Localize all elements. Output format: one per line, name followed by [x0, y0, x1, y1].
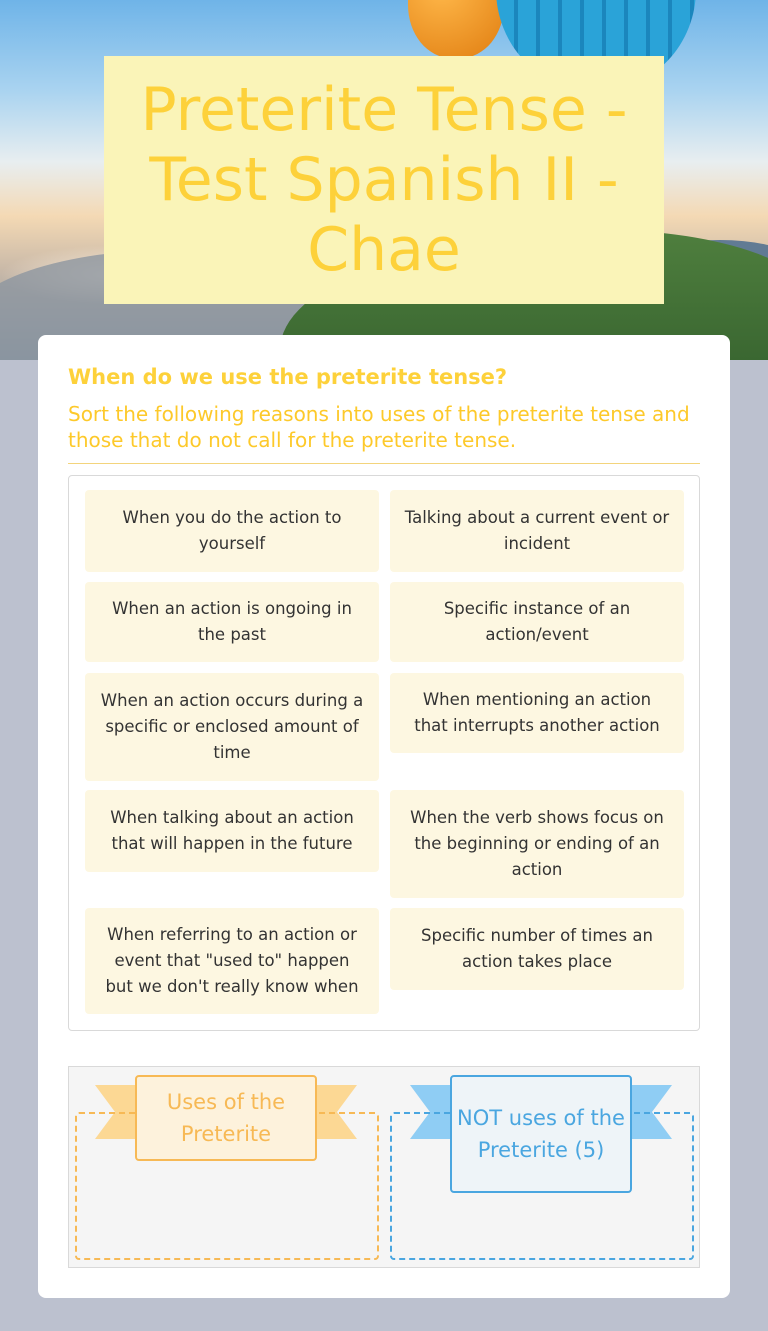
divider — [68, 463, 700, 464]
draggable-item[interactable]: Talking about a current event or incident — [390, 490, 684, 572]
bin-label-uses: Uses of the Preterite — [135, 1075, 317, 1161]
question-card — [38, 335, 730, 1298]
hot-air-balloon-orange — [408, 0, 504, 58]
page-title: Preterite Tense - Test Spanish II - Chae — [140, 75, 628, 285]
draggable-item[interactable]: When the verb shows focus on the beginning or ending of an action — [390, 790, 684, 898]
title-box — [104, 56, 664, 304]
draggable-item[interactable]: When mentioning an action that interrupts another action — [390, 673, 684, 753]
draggable-item[interactable]: When referring to an action or event that "used to" happen but we don't really know when — [85, 908, 379, 1014]
draggable-item[interactable]: Specific number of times an action takes place — [390, 908, 684, 990]
question-description: Sort the following reasons into uses of the preterite tense and those that do not call for the preterite tense. — [68, 402, 690, 452]
question-title: When do we use the preterite tense? — [68, 365, 508, 389]
drop-bins-area — [68, 1066, 700, 1268]
draggable-item[interactable]: When an action occurs during a specific or enclosed amount of time — [85, 673, 379, 781]
draggable-item[interactable]: When talking about an action that will happen in the future — [85, 790, 379, 872]
draggable-item[interactable]: When you do the action to yourself — [85, 490, 379, 572]
bin-label-not-uses: NOT uses of the Preterite (5) — [450, 1075, 632, 1193]
draggable-item[interactable]: Specific instance of an action/event — [390, 582, 684, 662]
draggable-items-area — [68, 475, 700, 1031]
draggable-item[interactable]: When an action is ongoing in the past — [85, 582, 379, 662]
